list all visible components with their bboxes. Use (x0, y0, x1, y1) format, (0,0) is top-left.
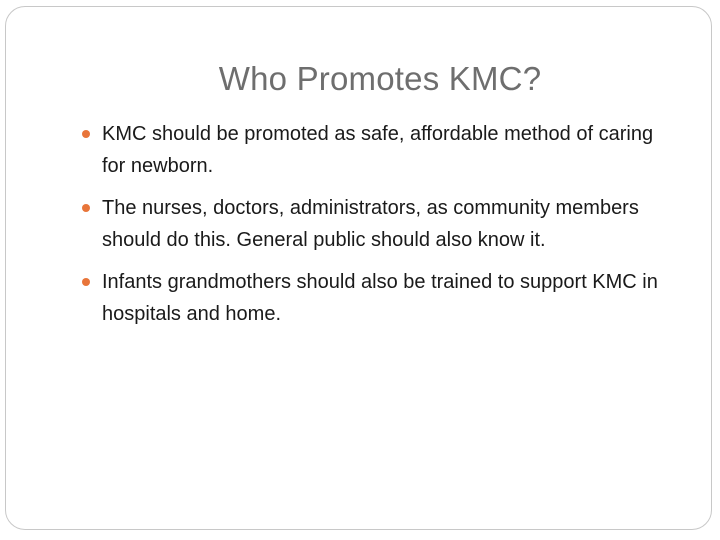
bullet-text: KMC should be promoted as safe, affordable method of caring for newborn. (102, 123, 654, 177)
bullet-text: The nurses, doctors, administrators, as community members should do this. General public should also know it. (102, 197, 639, 251)
bullet-dot-icon (82, 130, 90, 138)
bullet-item (78, 118, 678, 182)
bullet-item (78, 192, 678, 256)
bullet-dot-icon (82, 278, 90, 286)
bullet-item (78, 266, 678, 330)
slide-title: Who Promotes KMC? (218, 60, 542, 97)
bullet-list (78, 118, 678, 340)
bullet-text: Infants grandmothers should also be trained to support KMC in hospitals and home. (102, 271, 658, 325)
bullet-dot-icon (82, 204, 90, 212)
